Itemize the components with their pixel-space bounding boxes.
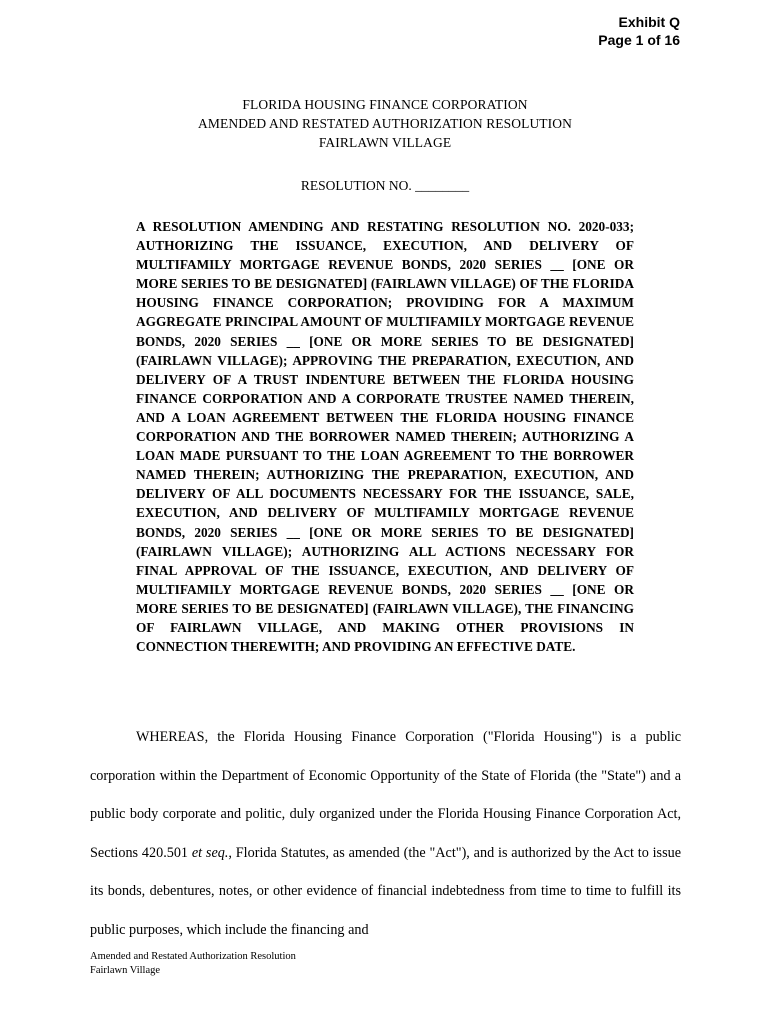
footer-line-1: Amended and Restated Authorization Resolution — [90, 951, 296, 962]
title-line-2: AMENDED AND RESTATED AUTHORIZATION RESOLUTION — [198, 116, 572, 131]
paragraph-text-2: , Florida Statutes, as amended (the "Act"), and is authorized by the Act to issue its bonds, debentures, notes, or other evidence of financial indebtedness from time to time to fulfill its public purposes, which include the financing and — [90, 844, 681, 938]
page-footer — [90, 950, 296, 978]
whereas-paragraph — [90, 718, 681, 950]
resolution-number: RESOLUTION NO. ________ — [300, 178, 470, 193]
paragraph-italic: et seq. — [191, 844, 229, 861]
resolution-caption: A RESOLUTION AMENDING AND RESTATING RESOLUTION NO. 2020-033; AUTHORIZING THE ISSUANCE, EXECUTION, AND DELIVERY OF MULTIFAMILY MORTGAGE REVENUE BONDS, 2020 SERIES __ [ONE OR MORE SERIES TO BE DESIGNATED] (FAIRLAWN VILLAGE) OF THE FLORIDA HOUSING FINANCE CORPORATION; PROVIDING FOR A MAXIMUM AGGREGATE PRINCIPAL AMOUNT OF MULTIFAMILY MORTGAGE REVENUE BONDS, 2020 SERIES __ [ONE OR MORE SERIES TO BE DESIGNATED] (FAIRLAWN VILLAGE); APPROVING THE PREPARATION, EXECUTION, AND DELIVERY OF A TRUST INDENTURE BETWEEN THE FLORIDA HOUSING FINANCE CORPORATION AND A CORPORATE TRUSTEE NAMED THEREIN, AND A LOAN AGREEMENT BETWEEN THE FLORIDA HOUSING FINANCE CORPORATION AND THE BORROWER NAMED THEREIN; AUTHORIZING A LOAN MADE PURSUANT TO THE LOAN AGREEMENT TO THE BORROWER NAMED THEREIN; AUTHORIZING THE PREPARATION, EXECUTION, AND DELIVERY OF ALL DOCUMENTS NECESSARY FOR THE ISSUANCE, SALE, EXECUTION, AND DELIVERY OF MULTIFAMILY MORTGAGE REVENUE BONDS, 2020 SERIES __ [ONE OR MORE SERIES TO BE DESIGNATED] (FAIRLAWN VILLAGE); AUTHORIZING ALL ACTIONS NECESSARY FOR FINAL APPROVAL OF THE ISSUANCE, EXECUTION, AND DELIVERY OF MULTIFAMILY MORTGAGE REVENUE BONDS, 2020 SERIES __ [ONE OR MORE SERIES TO BE DESIGNATED] (FAIRLAWN VILLAGE), THE FINANCING OF FAIRLAWN VILLAGE, AND MAKING OTHER PROVISIONS IN CONNECTION THEREWITH; AND PROVIDING AN EFFECTIVE DATE. — [136, 219, 634, 655]
exhibit-header — [598, 13, 680, 49]
title-line-3: FAIRLAWN VILLAGE — [318, 135, 452, 150]
paragraph-text-1: WHEREAS, the Florida Housing Finance Corporation ("Florida Housing") is a public corporation within the Department of Economic Opportunity of the State of Florida (the "State") and a public body corporate and politic, duly organized under the Florida Housing Finance Corporation Act, Sections 420.501 — [90, 729, 681, 861]
title-line-1: FLORIDA HOUSING FINANCE CORPORATION — [242, 97, 528, 112]
exhibit-label: Exhibit Q — [618, 14, 680, 30]
document-title — [0, 95, 770, 152]
page-number: Page 1 of 16 — [598, 32, 680, 48]
footer-line-2: Fairlawn Village — [90, 965, 161, 976]
